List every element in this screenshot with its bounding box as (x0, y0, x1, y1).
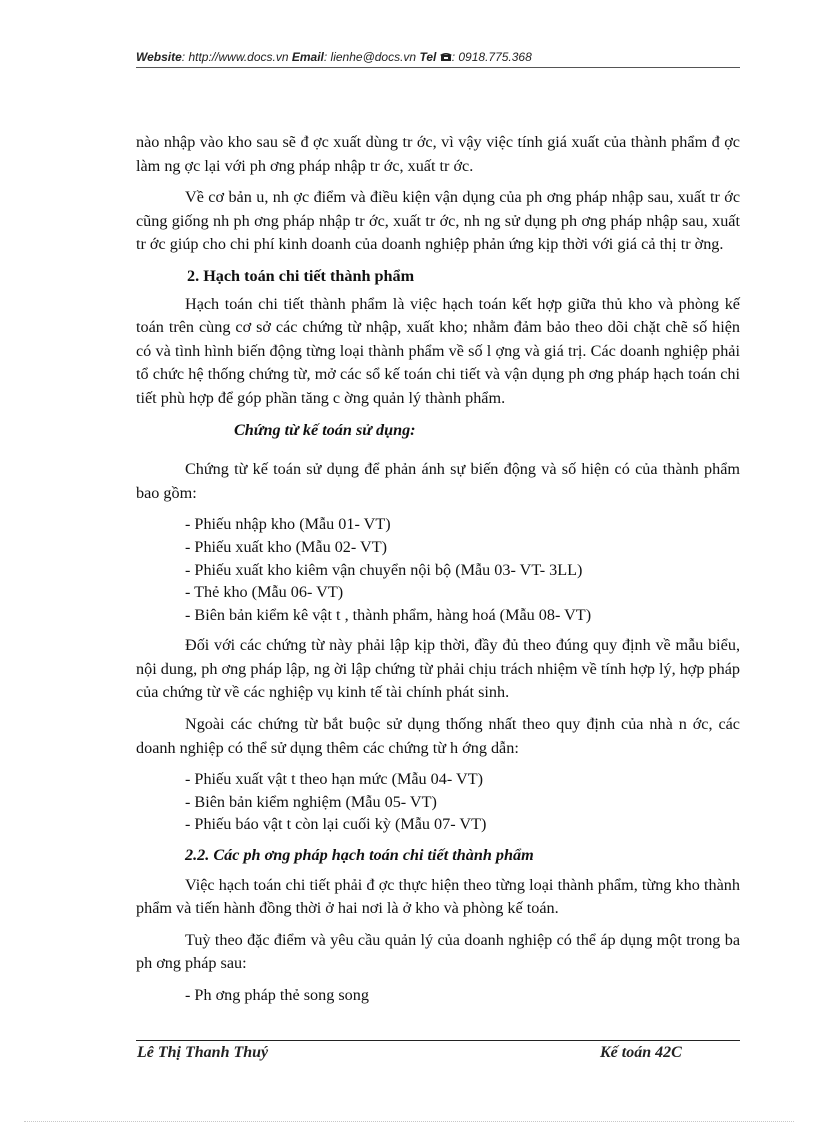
tel-label: Tel (419, 50, 437, 64)
header-divider (136, 67, 740, 68)
document-list-required (136, 513, 740, 626)
tel-value: : 0918.775.368 (451, 50, 532, 64)
page-bottom-dotted-line (24, 1121, 794, 1122)
phone-icon (440, 52, 452, 62)
subsection-heading: Chứng từ kế toán sử dụng: (234, 420, 416, 439)
website-label: Website (136, 50, 182, 64)
email-value: : lienhe@docs.vn (323, 50, 417, 64)
email-label: Email (291, 50, 324, 64)
list-item: - Biên bản kiểm nghiệm (Mẫu 05- VT) (185, 792, 437, 811)
list-item: - Phiếu nhập kho (Mẫu 01- VT) (185, 515, 391, 534)
list-item: - Thẻ kho (Mẫu 06- VT) (185, 583, 344, 602)
subsection-heading: 2.2. Các ph ơng pháp hạch toán chi tiết thành phẩm (185, 846, 534, 865)
section-heading: 2. Hạch toán chi tiết thành phẩm (187, 266, 415, 285)
paragraph: Ngoài các chứng từ bắt buộc sử dụng thống nhất theo quy định của nhà n ớc, các doanh nghiệp có thể sử dụng thêm các chứng từ h ớng dẫn: (136, 715, 740, 757)
footer-divider (136, 1040, 740, 1041)
paragraph: Hạch toán chi tiết thành phẩm là việc hạch toán kết hợp giữa thủ kho và phòng kế toán trên cùng cơ sở các chứng từ nhập, xuất kho; nhằm đảm bảo theo dõi chặt chẽ số hiện có và tình hình biến động từng loại thành phẩm về số l ợng và giá trị. Các doanh nghiệp phải tổ chức hệ thống chứng từ, mở các sổ kế toán chi tiết và vận dụng ph ơng pháp hạch toán chi tiết phù hợp để góp phần tăng c ờng quản lý thành phẩm. (136, 294, 740, 407)
list-item: - Phiếu báo vật t còn lại cuối kỳ (Mẫu 07- VT) (185, 815, 487, 834)
paragraph: Về cơ bản u, nh ợc điểm và điều kiện vận dụng của ph ơng pháp nhập sau, xuất tr ớc cũng giống nh ph ơng pháp nhập tr ớc, xuất tr ớc, nh ng sử dụng ph ơng pháp nhập sau, xuất tr ớc giúp cho chi phí kinh doanh của doanh nghiệp phản ứng kịp thời với giá cả thị tr ờng. (136, 188, 740, 254)
page-header (136, 50, 740, 64)
paragraph: Tuỳ theo đặc điểm và yêu cầu quản lý của doanh nghiệp có thể áp dụng một trong ba ph ơng pháp sau: (136, 930, 740, 973)
footer-class: Kế toán 42C (600, 1044, 682, 1061)
list-item: - Phiếu xuất kho kiêm vận chuyển nội bộ (Mẫu 03- VT- 3LL) (185, 560, 583, 579)
paragraph: Việc hạch toán chi tiết phải đ ợc thực hiện theo từng loại thành phẩm, từng kho thành phẩm và tiến hành đồng thời ở hai nơi là ở kho và phòng kế toán. (136, 875, 740, 918)
footer-author: Lê Thị Thanh Thuý (137, 1044, 269, 1061)
paragraph: Đối với các chứng từ này phải lập kịp thời, đầy đủ theo đúng quy định về mẫu biểu, nội dung, ph ơng pháp lập, ng ời lập chứng từ phải chịu trách nhiệm về tính hợp lý, hợp pháp của chứng từ về các nghiệp vụ kinh tế tài chính phát sinh. (136, 636, 740, 702)
document-body (136, 131, 740, 1016)
website-value: : http://www.docs.vn (181, 50, 289, 64)
paragraph: nào nhập vào kho sau sẽ đ ợc xuất dùng tr ớc, vì vậy việc tính giá xuất của thành phẩm đ ợc làm ng ợc lại với ph ơng pháp nhập tr ớc, xuất tr ớc. (136, 133, 740, 175)
list-item: - Phiếu xuất vật t theo hạn mức (Mẫu 04- VT) (185, 770, 483, 789)
paragraph: Chứng từ kế toán sử dụng để phản ánh sự biến động và số hiện có của thành phẩm bao gồm: (136, 460, 740, 502)
list-item: - Phiếu xuất kho (Mẫu 02- VT) (185, 537, 388, 556)
list-item: - Biên bản kiểm kê vật t , thành phẩm, hàng hoá (Mẫu 08- VT) (185, 605, 592, 624)
paragraph: - Ph ơng pháp thẻ song song (185, 986, 369, 1004)
document-list-guidance (136, 768, 740, 836)
